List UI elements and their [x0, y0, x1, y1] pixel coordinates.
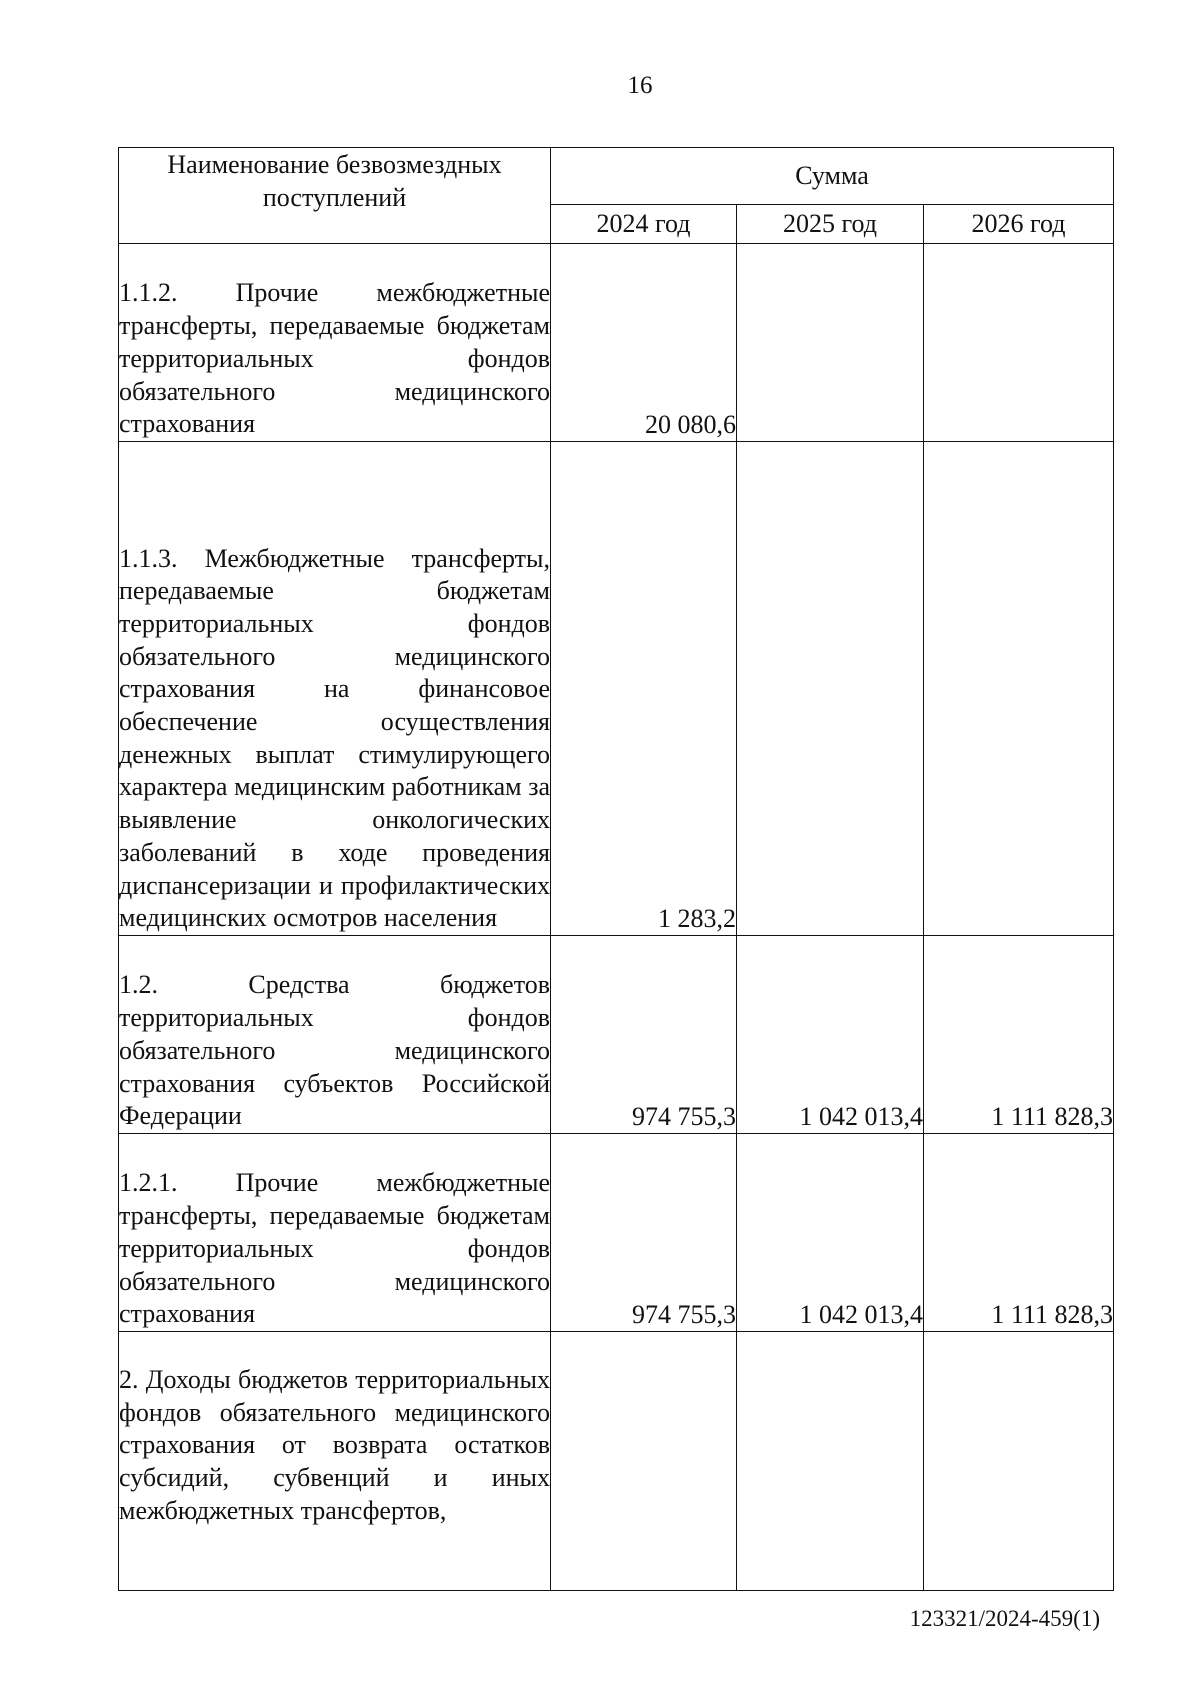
value-2025: 1 042 013,4 [737, 1134, 924, 1332]
table-row [119, 244, 1114, 442]
value-2025 [737, 1332, 924, 1591]
table-row [119, 1134, 1114, 1332]
value-2026 [924, 1332, 1114, 1591]
value-2025 [737, 442, 924, 936]
column-header-sum: Сумма [551, 148, 1114, 205]
value-2025 [737, 244, 924, 442]
value-2024: 1 283,2 [551, 442, 737, 936]
table-row [119, 1332, 1114, 1591]
value-2024: 974 755,3 [551, 936, 737, 1134]
column-header-2025: 2025 год [737, 205, 924, 244]
revenue-table [118, 147, 1114, 1591]
value-2026: 1 111 828,3 [924, 936, 1114, 1134]
row-name: 1.1.3. Межбюджетные трансферты, передаваемые бюджетам территориальных фондов обязательного медицинского страхования на финансовое обеспечение осуществления денежных выплат стимулирующего характера медицинским работникам за выявление онкологических заболеваний в ходе проведения диспансеризации и профилактических медицинских осмотров населения [119, 442, 551, 936]
column-header-2024: 2024 год [551, 205, 737, 244]
row-name: 1.1.2. Прочие межбюджетные трансферты, передаваемые бюджетам территориальных фондов обязательного медицинского страхования [119, 244, 551, 442]
value-2026: 1 111 828,3 [924, 1134, 1114, 1332]
row-name: 1.2. Средства бюджетов территориальных фондов обязательного медицинского страхования субъектов Российской Федерации [119, 936, 551, 1134]
value-2024 [551, 1332, 737, 1591]
row-name: 1.2.1. Прочие межбюджетные трансферты, передаваемые бюджетам территориальных фондов обязательного медицинского страхования [119, 1134, 551, 1332]
page-number: 16 [627, 72, 653, 99]
value-2025: 1 042 013,4 [737, 936, 924, 1134]
value-2026 [924, 442, 1114, 936]
value-2024: 20 080,6 [551, 244, 737, 442]
row-name: 2. Доходы бюджетов территориальных фондов обязательного медицинского страхования от возврата остатков субсидий, субвенций и иных межбюджетных трансфертов, [119, 1332, 551, 1591]
value-2026 [924, 244, 1114, 442]
column-header-name: Наименование безвозмездных поступлений [119, 148, 551, 244]
table-row [119, 442, 1114, 936]
table-row [119, 936, 1114, 1134]
value-2024: 974 755,3 [551, 1134, 737, 1332]
column-header-2026: 2026 год [924, 205, 1114, 244]
document-code: 123321/2024-459(1) [909, 1606, 1100, 1631]
